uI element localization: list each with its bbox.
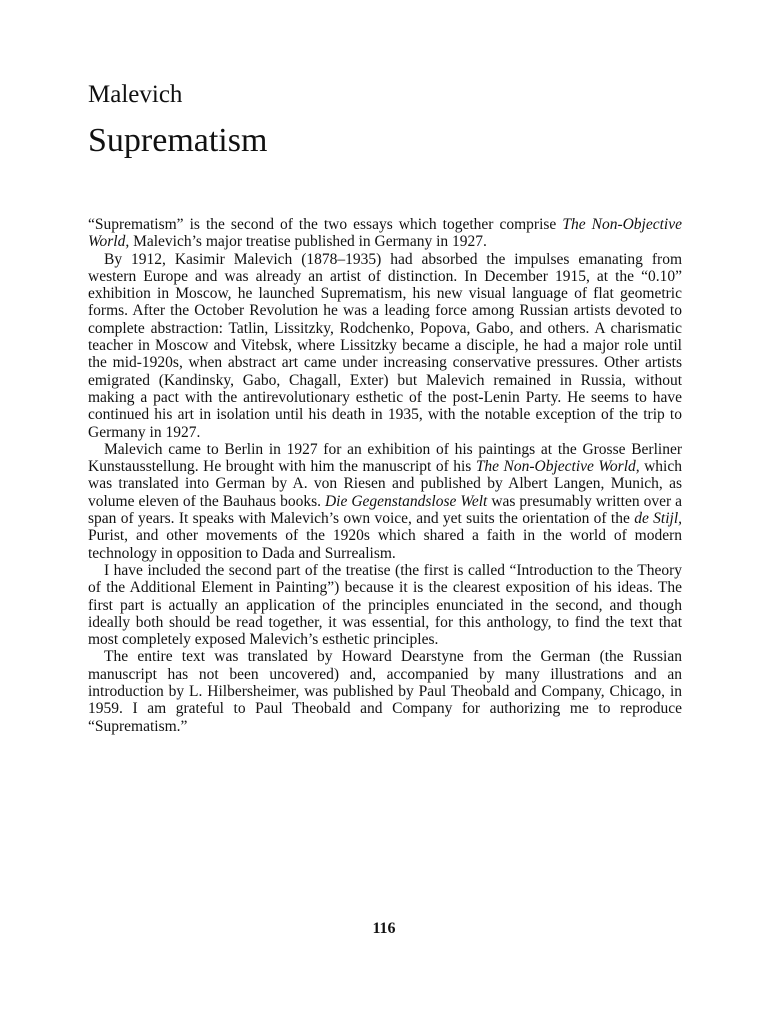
body-paragraph — [88, 251, 682, 441]
paragraph-text: Purist, and other movements of the 1920s which shared a faith in the world of modern technology in opposition to Dada and Surrealism. — [88, 527, 682, 562]
paragraph-text: By 1912, Kasimir Malevich (1878–1935) had absorbed the impulses emanating from western Europe and was already an artist of distinction. In December 1915, at the “0.10” exhibition in Moscow, he launched Suprematism, his new visual language of flat geometric forms. After the October Revolution he was a leading force among Russian artists devoted to complete abstraction: Tatlin, Lissitzky, Rodchenko, Popova, Gabo, and others. A charismatic teacher in Moscow and Vitebsk, where Lissitzky became a disciple, he had a major role until the mid-1920s, when abstract art came under increasing conservative pressures. Other artists emigrated (Kandinsky, Gabo, Chagall, Exter) but Malevich remained in Russia, without making a pact with the antirevolutionary esthetic of the post-Lenin Party. He seems to have continued his art in isolation until his death in 1935, with the notable exception of the trip to Germany in 1927. — [88, 250, 682, 441]
paragraph-text: The entire text was translated by Howard Dearstyne from the German (the Russian manuscript has not been uncovered) and, accompanied by many illustrations and an introduction by L. Hilbersheimer, was published by Paul Theobald and Company, Chicago, in 1959. I am grateful to Paul Theobald and Company for authorizing me to reproduce “Suprematism.” — [88, 648, 682, 735]
paragraph-text: “Suprematism” is the second of the two essays which together comprise — [88, 216, 563, 233]
paragraph-text: Malevich came to Berlin in 1927 for an exhibition of his paintings at the Grosse Berliner Kunstausstellung. He brought with him the manuscript of his — [88, 440, 682, 476]
italic-title-text: The Non-Objective World, — [475, 458, 640, 476]
paragraph-text: I have included the second part of the treatise (the first is called “Introduction to the Theory of the Additional Element in Painting”) because it is the clearest exposition of his ideas. The first part is actually an application of the principles enunciated in the second, and though ideally both should be read together, it was essential, for this anthology, to find the text that most completely exposed Malevich’s esthetic principles. — [88, 561, 682, 649]
body-paragraph — [88, 441, 682, 562]
author-heading: Malevich — [88, 81, 183, 108]
introduction-text — [88, 216, 682, 735]
paragraph-text: which was translated into German by A. von Riesen and published by Albert Langen, Munich, as volume eleven of the Bauhaus books. — [88, 458, 682, 510]
body-paragraph — [88, 562, 682, 648]
body-paragraph — [88, 216, 682, 251]
italic-title-text: Die Gegenstandslose Welt — [324, 492, 488, 510]
italic-title-text: de Stijl, — [634, 510, 682, 528]
page-title: Suprematism — [88, 122, 268, 159]
body-paragraph — [88, 648, 682, 734]
italic-title-text: The Non-Objective World, — [88, 216, 682, 251]
paragraph-text: Malevich’s major treatise published in Germany in 1927. — [129, 233, 487, 251]
paragraph-text: was presumably written over a span of years. It speaks with Malevich’s own voice, and yet suits the orientation of the — [88, 492, 682, 528]
page-number: 116 — [372, 920, 396, 937]
